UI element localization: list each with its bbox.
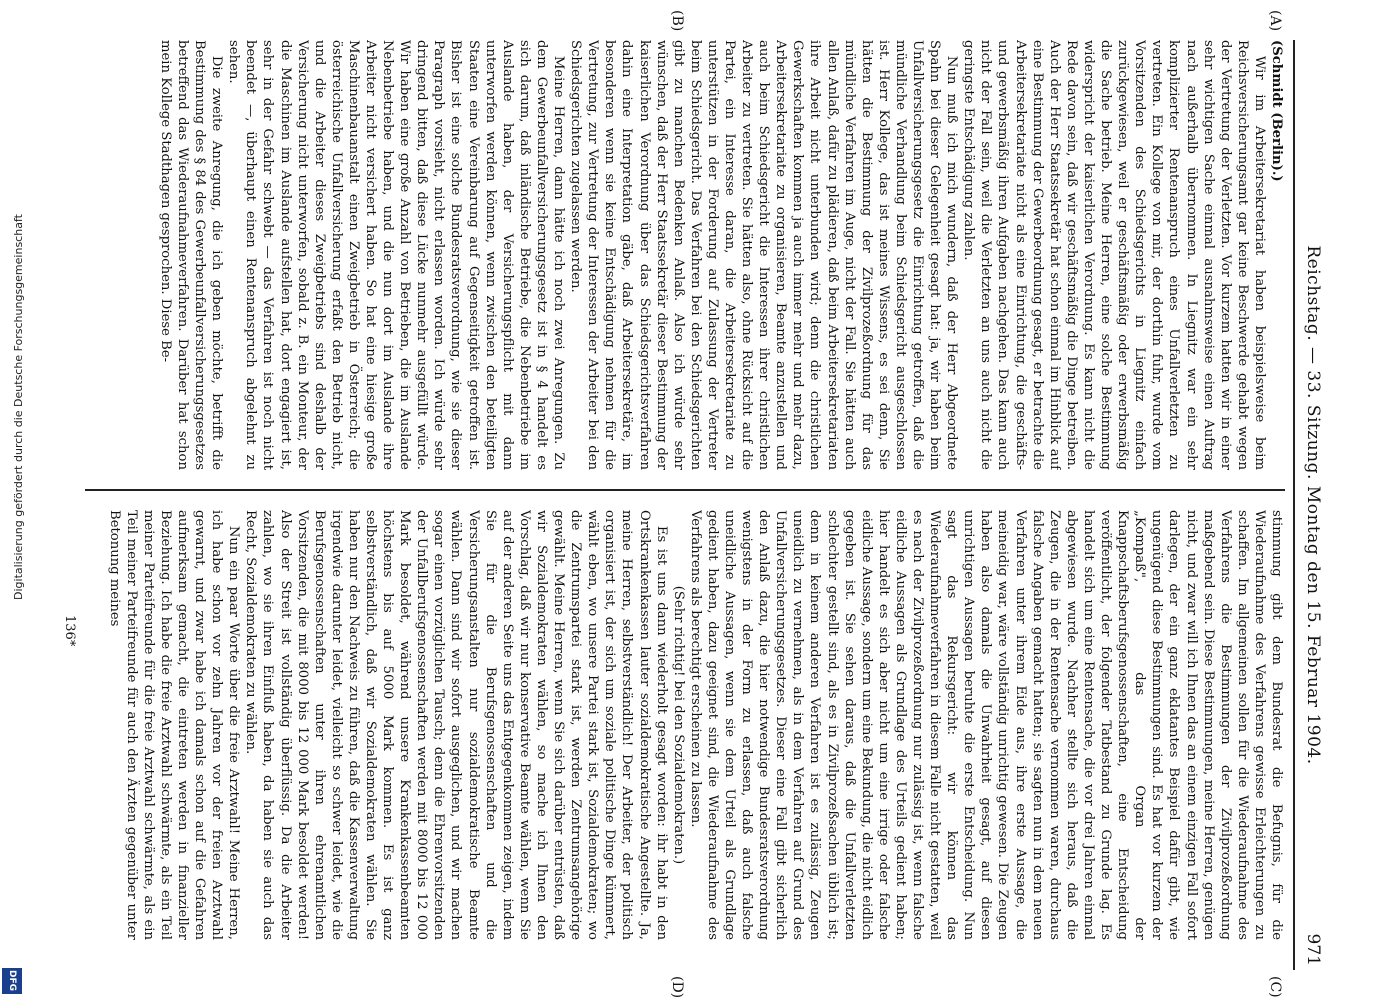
margin-letter-b: (B) bbox=[669, 10, 685, 32]
dfg-logo: DFG bbox=[2, 968, 22, 994]
left-column bbox=[85, 40, 1285, 470]
page-title: Reichstag. — 33. Sitzung. Montag den 15. Februar 1904. bbox=[1303, 245, 1323, 765]
margin-letter-a: (A) bbox=[1267, 10, 1283, 32]
speaker-label: (Schmidt (Berlin).) bbox=[1269, 40, 1284, 182]
interjection: (Sehr richtig! bei den Sozialdemokraten.) bbox=[670, 585, 686, 865]
header-rule bbox=[1293, 40, 1295, 970]
rotated-page bbox=[50, 10, 1325, 999]
left-paragraph-1: Wir im Arbeitersekretariat haben beispielsweise beim Reichsversicherungsamt gar keine Beschwerde gehabt wegen der Vertretung der Verletzten. Vor kurzem hatten wir in einer sehr wichtigen Sache einmal ausnahmsweise einen Auftrag nach außerhalb übernommen. In Liegnitz war ein sehr komplizierter Rentenanspruch eines Unfallverletzten zu vertreten. Ein Kollege von mir, der dorthin fuhr, wurde vom Vorsitzenden des Schiedsgerichts in Liegnitz einfach zurückgewiesen, weil er geschäftsmäßig oder erwerbsmäßig die Sache betrieb. Meine Herren, eine solche Bestimmung widerspricht der kaiserlichen Verordnung. Es kann nicht die Rede davon sein, daß wir geschäftsmäßig die Dinge betreiben. Auch der Herr Staatssekretär hat schon einmal im Hinblick auf eine Bestimmung der Gewerbeordnung gesagt, er betrachte die Arbeitersekretariate nicht als eine Einrichtung, die geschäfts- und gewerbsmäßig ihren Aufgaben nachgehen. Das kann auch nicht der Fall sein, weil die Verletzten an uns auch nicht die geringste Entschädigung zahlen. bbox=[961, 40, 1267, 470]
page-number: 971 bbox=[1303, 933, 1323, 966]
right-paragraph-1: stimmung gibt dem Bundesrat die Befugnis, für die Wiederaufnahme des Verfahrens gewisse Erleichterungen zu schaffen. Im allgemeinen sollen für die Wiederaufnahme des Verfahrens die Bestimmungen der Zivilprozeßordnung maßgebend sein. Diese Bestimmungen, meine Herren, genügen nicht, und zwar will ich Ihnen das an einem einzigen Fall sofort darlegen, der ein ganz eklatantes Beispiel dafür gibt, wie ungenügend diese Bestimmungen sind. Es hat vor kurzem der „Kompaß", das Organ der Knappschaftsberufsgenossenschaften, eine Entscheidung veröffentlicht, der folgender Tatbestand zu Grunde lag. Es handelt sich um eine Rentensache, die vor drei Jahren einmal abgewiesen wurde. Nachher stellte sich heraus, daß die Zeugen, die in der Rentensache vernommen waren, durchaus falsche Angaben gemacht hatten; sie sagten nun in dem neuen Verfahren unter ihrem Eide aus, ihre erste Aussage, die meineidig war, wäre vollständig unrichtig gewesen. Die Zeugen haben also damals die Unwahrheit gesagt, auf diesen unrichtigen Aussagen beruhte die erste Entscheidung. Nun sagt das Rekursgericht: wir können das Wiederaufnahmeverfahren in diesem Falle nicht gestatten, weil es nach der Zivilprozeßordnung nur zulässig ist, wenn falsche eidliche Aussagen als Grundlage des Urteils gedient haben; hier handelt es sich aber nicht um eine irrige oder falsche eidliche Aussage, sondern um eine Bekundung, die nicht eidlich gegeben ist. Sie sehen daraus, daß die Unfallverletzten schlechter gestellt sind, als es in Zivilprozeßsachen üblich ist; denn in keinem anderen Verfahren ist es zulässig, Zeugen uneidlich zu vernehmen, als in dem Verfahren auf Grund des Unfallversicherungsgesetzes. Dieser eine Fall gibt sicherlich den Anlaß dazu, die hier notwendige Bundesratsverordnung wenigstens in der Form zu erlassen, daß auch falsche uneidliche Aussagen, wenn sie dem Urteil als Grundlage gedient haben, dazu geeignet sind, die Wiederaufnahme des Verfahrens als berechtigt erscheinen zu lassen. bbox=[687, 510, 1284, 940]
left-paragraph-2: Nun muß ich mich wundern, daß der Herr Abgeordnete Spahn bei dieser Gelegenheit gesagt hat: ja, wir haben beim Unfallversicherungsgesetz die Einrichtung getroffen, daß die mündliche Verhandlung beim Schiedsgericht ausgeschlossen ist. Herr Kollege, das ist meines Wissens, es sei denn, Sie hätten die Bestimmung der Zivilprozeßordnung für das mündliche Verfahren im Auge, nicht der Fall. Sie hätten auch allen Anlaß, dafür zu plädieren, daß beim Arbeitersekretariaten ihre Arbeit nicht unterbunden wird; denn die christlichen Gewerkschaften kommen ja auch immer mehr und mehr dazu, Arbeitersekretariate zu organisieren, Beamte anzustellen und auch beim Schiedsgericht die Interessen ihrer christlichen Arbeiter zu vertreten. Sie hätten also, ohne Rücksicht auf die Partei, ein Interesse daran, die Arbeitersekretariate zu unterstützen in der Forderung auf Zulassung der Vertreter beim Schiedsgericht. Das Verfahren bei den Schiedsgerichten gibt zu manchen Bedenken Anlaß. Also ich würde sehr wünschen, daß der Herr Staatssekretär dieser Bestimmung der kaiserlichen Verordnung über das Schiedsgerichtsverfahren dahin eine Interpretation gäbe, daß Arbeitersekretäre, im besonderen wenn sie keine Entschädigung nehmen für die Vertretung, zur Vertretung der Interessen der Arbeiter bei den Schiedsgerichten zugelassen werden. bbox=[568, 40, 960, 470]
page-header bbox=[1295, 40, 1325, 970]
funding-note: Digitalisierung gefördert durch die Deutsche Forschungsgemeinschaft bbox=[12, 214, 25, 600]
margin-letter-d: (D) bbox=[669, 976, 685, 999]
right-column bbox=[85, 510, 1285, 940]
column-separator bbox=[85, 489, 1285, 491]
left-paragraph-4: Die zweite Anregung, die ich geben möchte, betrifft die Bestimmung des § 84 des Gewerbeunfallversicherungsgesetzes betreffend das Wiederaufnahmeverfahren. Darüber hat schon mein Kollege Stadthagen gesprochen. Diese Be- bbox=[157, 40, 225, 470]
left-paragraph-3: Meine Herren, dann hätte ich noch zwei Anregungen. Zu dem Gewerbeunfallversicherungsgesetz ist in § 4 handelt es sich darum, daß inländische Betriebe, die Nebenbetriebe im Auslande haben, der Versicherungspflicht mit dann unterworfen werden können, wenn zwischen den beteiligten Staaten eine Vereinbarung auf Gegenseitigkeit getroffen ist. Bisher ist eine solche Bundesratsverordnung, wie sie dieser Paragraph vorsieht, nicht erlassen worden. Ich würde sehr dringend bitten, daß diese Lücke nunmehr ausgefüllt würde. Wir haben eine große Anzahl von Betrieben, die im Auslande Nebenbetriebe haben, und die nun dort im Auslande ihre Arbeiter nicht versichert haben. So hat eine hiesige große Maschinenbauanstalt einen Zweigbetrieb in Österreich; die österreichische Unfallversicherung erfaßt den Betrieb nicht, und die Arbeiter dieses Zweigbetriebs sind deshalb der Versicherung nicht unterworfen, sobald z. B. ein Monteur, der die Maschinen im Auslande aufstellen hat, dort engagiert ist, sehr in der Gefahr schwebt — das Verfahren ist noch nicht beendet —, überhaupt einen Rentenanspruch abgelehnt zu sehen. bbox=[226, 40, 567, 470]
right-paragraph-2: Es ist uns dann wiederholt gesagt worden: ihr habt in den Ortskrankenkassen lauter sozialdemokratische Angestellte. Ja, meine Herren, selbstverständlich! Der Arbeiter, der politisch organisiert ist, der sich um soziale politische Dinge kümmert, wählt eben, wo unsere Partei stark ist, Sozialdemokraten; wo die Zentrumspartei stark ist, werden Zentrumsangehörige gewählt. Meine Herren, wenn Sie sich darüber entrüsten, daß wir Sozialdemokraten wählen, so mache ich Ihnen den Vorschlag, daß wir nur konservative Beamte wählen, wenn Sie auf der anderen Seite uns das Entgegenkommen zeigen, indem Sie für die Berufsgenossenschaften und die Versicherungsanstalten nur sozialdemokratische Beamte wählen. Dann sind wir sofort ausgeglichen, und wir machen sogar einen vorzüglichen Tausch; denn die Ehrenvorsitzenden der Unfallberufsgenossenschaften werden mit 8000 bis 12 000 Mark besoldet, während unsere Krankenkassenbeamten höchstens bis auf 5000 Mark kommen. Es ist ganz selbstverständlich, daß wir Sozialdemokraten wählen. Sie haben nur den Nachweis zu führen, daß die Kassenverwaltung irgendwie darunter leidet, vielleicht so schwer leidet, wie die Berufsgenossenschaften unter ihren ehrenamtlichen Vorsitzenden, die mit 8000 bis 12 000 Mark besoldet werden! Also der Streit ist vollständig überflüssig. Da die Arbeiter zahlen, wo sie ihren Einfluß haben, da haben sie auch das Recht, Sozialdemokraten zu wählen. bbox=[243, 510, 669, 940]
funding-sidebar bbox=[0, 0, 24, 1000]
margin-letter-c: (C) bbox=[1267, 976, 1283, 998]
right-paragraph-3: Nun ein paar Worte über die freie Arztwahl! Meine Herren, ich habe schon vor zehn Jahren vor der freien Arztwahl gewarnt, und zwar habe ich damals schon auf die Gefahren aufmerksam gemacht, die eintreten werden in finanzieller Beziehung. Ich habe die freie Arztwahl schwärmte, als ein Teil meiner Parteifreunde für die freie Arztwahl schwärmte, als ein Teil meiner Parteifreunde für auch den Ärzten gegenüber unter Betonung meines bbox=[106, 510, 242, 940]
footer-number: 136* bbox=[62, 615, 77, 647]
